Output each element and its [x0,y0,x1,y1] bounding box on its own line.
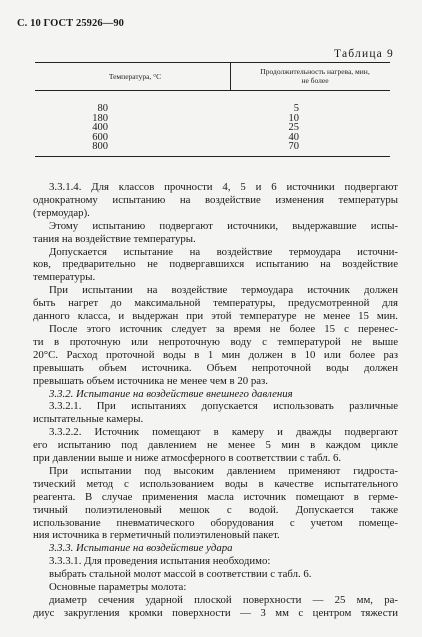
table-bottom-rule [35,156,390,157]
text-line: реагента. В случае применения масла источник помещают в герме- [33,490,398,503]
text-line: испытательные камеры. [33,413,144,426]
section-heading-line: 3.3.3. Испытание на воздействие удара [49,542,233,555]
text-line: его испытанию под давлением не менее 5 мин в каждом цикле [33,439,398,452]
text-line: После этого источник следует за время не более 15 с перенес- [49,322,398,335]
table-top-rule [35,62,390,63]
duration-column [270,104,299,152]
text-line: превышать объем источника не менее чем в 20 раз. [33,374,269,387]
text-line: Основные параметры молота: [49,581,187,594]
section-heading-line: 3.3.2. Испытание на воздействие внешнего давления [49,387,293,400]
table-cell-duration: 70 [288,141,299,152]
text-line: ния источника в герметичный полиэтиленовый пакет. [33,529,280,542]
text-line: тический метод с использованием воды в качестве испытательного [33,477,398,490]
col-duration-header [240,68,390,85]
table-cell-temperature: 600 [92,131,108,143]
text-line: (термоудар). [33,206,90,219]
text-line: При испытании на воздействие термоудара источник должен [49,284,398,297]
text-line: тичный полиэтиленовый мешок с водой. Допускается также [33,503,398,516]
col-temperature-header: Температура, °С [108,72,162,81]
table-label: Таблица 9 [334,48,394,60]
text-line: однократному испытанию на воздействие изменения температуры [33,193,398,206]
table-column-divider [230,62,231,90]
table-cell-temperature: 400 [92,122,108,133]
text-line: диус закругления кромки поверхности — 3 мм с центром тяжести [33,606,398,619]
text-line: выбрать стальной молот массой в соответствии с табл. 6. [49,568,312,581]
body-text [33,181,398,620]
text-line: 20°С. Расход проточной воды в 1 мин должен в 10 или более раз [33,348,398,361]
text-line: ков, предварительно не подвергавшихся испытанию на воздействие [33,258,398,271]
text-line: 3.3.1.4. Для классов прочности 4, 5 и 6 источники подвергают [49,181,398,193]
table-header-rule [35,90,390,91]
table-cell-temperature: 180 [92,112,108,124]
table-cell-temperature: 80 [97,103,108,114]
text-line: быть нагрет до максимальной температуры, предусмотренной для [33,297,398,310]
text-line: 3.3.3.1. Для проведения испытания необходимо: [49,555,271,568]
text-line: Этому испытанию подвергают источники, выдержавшие испы- [49,219,398,232]
text-line: при давлении выше и ниже атмосферного в соответствии с табл. 6. [33,452,342,465]
table-cell-duration: 10 [288,112,299,124]
col-duration-header-line1: Продолжительность нагрева, мин, [260,67,370,76]
text-line: превышать объем источника. Объем непроточной воды должен [33,361,398,374]
text-line: тания на воздействие температуры. [33,232,196,245]
text-line: Допускается испытание на воздействие термоудара источни- [49,245,398,258]
text-line: данного класса, и выдержан при этой температуре не менее 15 мин. [33,310,398,323]
table-cell-duration: 40 [288,131,299,143]
table-cell-temperature: 800 [92,141,108,152]
text-line: температуры. [33,271,96,284]
col-duration-header-line2: не более [301,75,329,85]
page-header: С. 10 ГОСТ 25926—90 [17,18,125,29]
text-line: ти в проточную или непроточную воду с температурой не выше [33,335,398,348]
text-line: использование пневматического оборудования с учетом помеще- [33,516,398,529]
text-line: При испытании под высоким давлением применяют гидроста- [49,464,398,477]
table-cell-duration: 5 [293,103,299,114]
text-line: 3.3.2.1. При испытаниях допускается использовать различные [49,400,398,413]
temperature-column [75,104,108,152]
text-line: диаметр сечения ударной плоской поверхности — 25 мм, ра- [49,594,398,606]
table-cell-duration: 25 [288,122,299,133]
text-line: 3.3.2.2. Источник помещают в камеру и дважды подвергают [49,426,398,439]
